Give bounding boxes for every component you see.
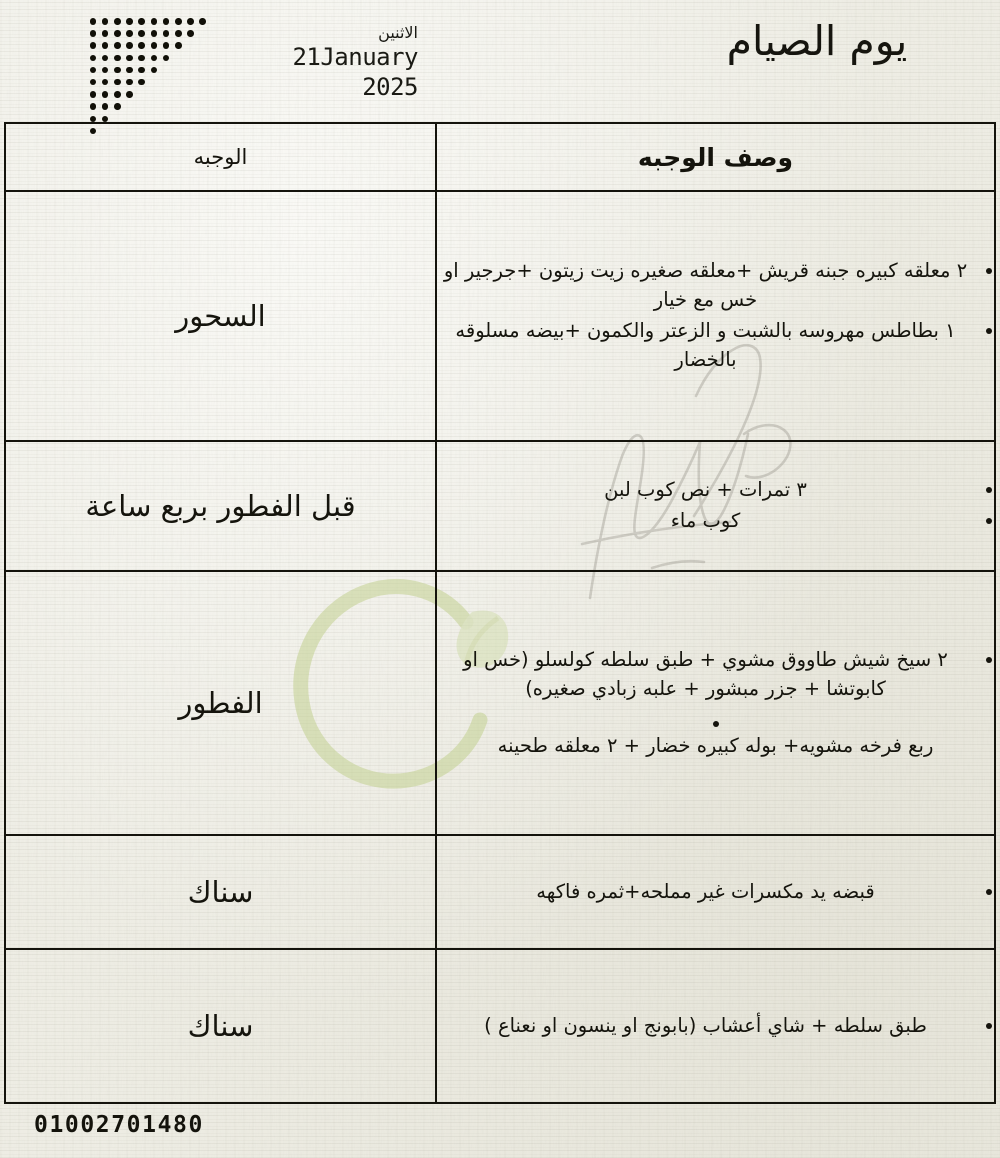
date-weekday: الاثنين xyxy=(378,23,418,42)
dot-icon xyxy=(90,30,97,37)
meal-item-list xyxy=(437,475,994,535)
dot-icon xyxy=(126,91,133,98)
dot-icon xyxy=(138,18,145,25)
dot-icon xyxy=(151,18,158,25)
table-row xyxy=(5,835,995,949)
date-day-month: 21January xyxy=(292,43,418,71)
dot-icon xyxy=(163,30,170,37)
dot-icon xyxy=(102,103,109,110)
meal-name-cell: سناك xyxy=(5,949,436,1103)
table-row xyxy=(5,441,995,571)
dot-icon xyxy=(102,18,109,25)
meal-name-cell: قبل الفطور بربع ساعة xyxy=(5,441,436,571)
meal-description-cell xyxy=(436,191,995,441)
page-title: يوم الصيام xyxy=(726,17,908,65)
dot-icon xyxy=(163,42,170,49)
meal-item: ربع فرخه مشويه+ بوله كبيره خضار + ٢ معلقه طحينه xyxy=(437,721,994,760)
meal-item: ٢ معلقه كبيره جبنه قريش +معلقه صغيره زيت زيتون +جرجير او خس مع خيار xyxy=(437,256,994,314)
dot-icon xyxy=(163,55,170,62)
dot-icon xyxy=(126,18,133,25)
dot-icon xyxy=(138,30,145,37)
dot-grid-row xyxy=(84,42,208,54)
document-header xyxy=(0,0,1000,122)
dot-icon xyxy=(126,79,133,86)
meal-item: ٣ تمرات + نص كوب لبن xyxy=(437,475,994,504)
meal-name-cell: السحور xyxy=(5,191,436,441)
meal-description-cell xyxy=(436,949,995,1103)
meal-name-cell: سناك xyxy=(5,835,436,949)
dot-icon xyxy=(114,42,121,49)
meal-name-cell: الفطور xyxy=(5,571,436,835)
dot-icon xyxy=(102,42,109,49)
dot-icon xyxy=(175,18,182,25)
date-year: 2025 xyxy=(362,73,418,101)
column-header-description: وصف الوجبه xyxy=(436,123,995,191)
table-row xyxy=(5,571,995,835)
dot-icon xyxy=(151,42,158,49)
dot-icon xyxy=(126,55,133,62)
dot-icon xyxy=(138,55,145,62)
dot-icon xyxy=(114,91,121,98)
dot-icon xyxy=(90,55,97,62)
table-body xyxy=(5,191,995,1103)
meal-item: قبضه يد مكسرات غير مملحه+ثمره فاكهه xyxy=(437,877,994,906)
dot-grid-row xyxy=(84,103,208,115)
dot-grid-row xyxy=(84,30,208,42)
dot-icon xyxy=(151,30,158,37)
dot-icon xyxy=(126,30,133,37)
dot-icon xyxy=(90,79,97,86)
dot-icon xyxy=(151,67,158,74)
dot-icon xyxy=(187,18,194,25)
dot-grid-row xyxy=(84,91,208,103)
dot-icon xyxy=(114,103,121,110)
date-block xyxy=(238,23,418,102)
dot-icon xyxy=(114,30,121,37)
dot-icon xyxy=(138,67,145,74)
dot-icon xyxy=(102,30,109,37)
dot-icon xyxy=(151,55,158,62)
meal-item: ١ بطاطس مهروسه بالشبت و الزعتر والكمون +بيضه مسلوقه بالخضار xyxy=(437,316,994,374)
meal-item-list xyxy=(437,877,994,906)
meal-description-cell xyxy=(436,835,995,949)
meal-item-list xyxy=(437,1011,994,1040)
dot-icon xyxy=(138,42,145,49)
column-header-meal: الوجبه xyxy=(5,123,436,191)
dot-icon xyxy=(175,30,182,37)
table-row xyxy=(5,191,995,441)
meal-description-cell xyxy=(436,441,995,571)
dot-icon xyxy=(187,30,194,37)
meal-item: كوب ماء xyxy=(437,506,994,535)
dot-icon xyxy=(90,18,97,25)
dot-icon xyxy=(90,103,97,110)
table-row xyxy=(5,949,995,1103)
meal-item: ٢ سيخ شيش طاووق مشوي + طبق سلطه كولسلو (خس او كابوتشا + جزر مبشور + علبه زبادي صغيره) xyxy=(437,645,994,703)
meal-item: طبق سلطه + شاي أعشاب (بابونج او ينسون او نعناع ) xyxy=(437,1011,994,1040)
dot-icon xyxy=(102,67,109,74)
dot-icon xyxy=(102,79,109,86)
dot-icon xyxy=(114,79,121,86)
dot-grid-row xyxy=(84,55,208,67)
dot-icon xyxy=(126,42,133,49)
dot-icon xyxy=(102,91,109,98)
table-header-row xyxy=(5,123,995,191)
dot-grid-decoration xyxy=(84,18,208,130)
meal-plan-table xyxy=(4,122,996,1104)
dot-icon xyxy=(138,79,145,86)
meal-item-list xyxy=(437,256,994,374)
dot-icon xyxy=(114,55,121,62)
dot-icon xyxy=(114,18,121,25)
dot-icon xyxy=(114,67,121,74)
dot-icon xyxy=(90,67,97,74)
contact-phone-number: 01002701480 xyxy=(34,1112,204,1138)
meal-description-cell xyxy=(436,571,995,835)
dot-icon xyxy=(126,67,133,74)
dot-grid-row xyxy=(84,79,208,91)
dot-icon xyxy=(175,42,182,49)
dot-icon xyxy=(199,18,206,25)
dot-grid-row xyxy=(84,67,208,79)
dot-icon xyxy=(102,55,109,62)
meal-item-list xyxy=(437,645,994,760)
dot-icon xyxy=(163,18,170,25)
dot-icon xyxy=(90,91,97,98)
dot-icon xyxy=(90,42,97,49)
dot-grid-row xyxy=(84,18,208,30)
